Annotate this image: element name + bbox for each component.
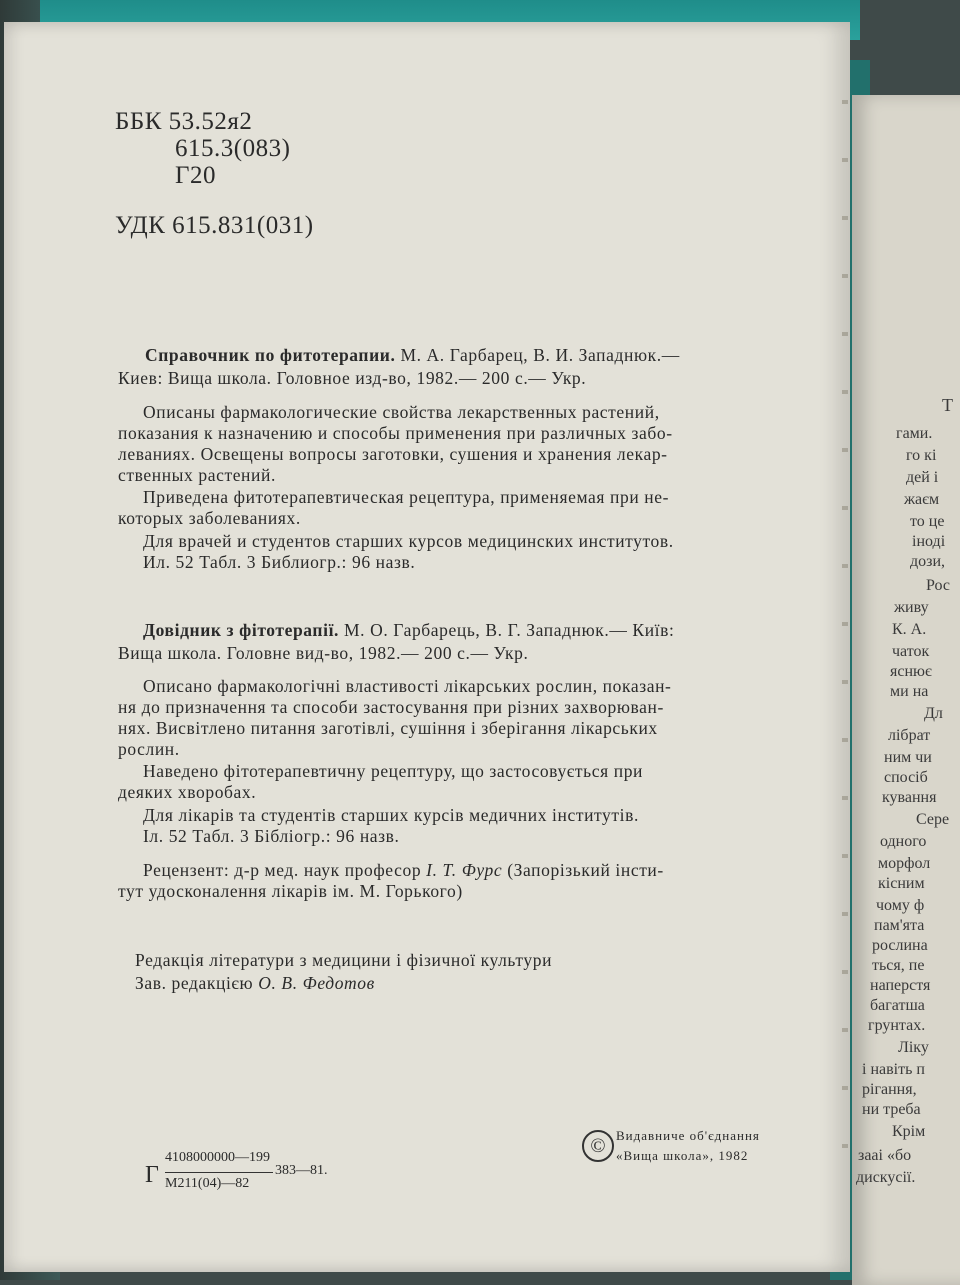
ru-annotation-line: Описаны фармакологические свойства лекарственных растений,: [143, 402, 660, 422]
uk-annotation-line: Іл. 52 Табл. 3 Бібліогр.: 96 назв.: [143, 826, 400, 846]
facing-page-text: кування: [882, 789, 937, 806]
bbk-code-line2: 615.3(083): [175, 135, 291, 162]
copyright-icon: ©: [582, 1130, 614, 1162]
editor-in-charge: [135, 973, 375, 994]
facing-page-text: пам'ята: [874, 917, 925, 934]
ru-annotation-line: леваниях. Освещены вопросы заготовки, сушения и хранения лекар-: [118, 444, 668, 464]
facing-page-text: чому ф: [876, 897, 925, 914]
facing-page-text: Сере: [916, 811, 950, 828]
ru-bibliographic-line2: Киев: Вища школа. Головное изд-во, 1982.— 200 с.— Укр.: [118, 368, 587, 388]
facing-page-text: одного: [880, 833, 927, 850]
facing-page-text: го кі: [906, 447, 937, 464]
reviewer-label: Рецензент: д-р мед. наук професор: [143, 860, 422, 880]
ru-bibliographic-line1: [145, 345, 680, 366]
facing-page-text: Дл: [924, 705, 943, 722]
uk-annotation-line: Для лікарів та студентів старших курсів медичних інститутів.: [143, 805, 639, 825]
facing-page-text: живу: [894, 599, 929, 616]
uk-annotation-line: рослин.: [118, 739, 180, 759]
uk-book-title: Довідник з фітотерапії.: [143, 620, 340, 640]
facing-page-text: лібрат: [888, 727, 931, 744]
uk-annotation-line: нях. Висвітлено питання заготівлі, сушіння і зберігання лікарських: [118, 718, 658, 738]
uk-annotation-line: деяких хворобах.: [118, 782, 257, 802]
facing-page-text: дози,: [910, 553, 946, 570]
uk-annotation-line: Описано фармакологічні властивості лікарських рослин, показан-: [143, 676, 672, 696]
facing-page-text: гами.: [896, 425, 933, 442]
ru-annotation-line: Ил. 52 Табл. 3 Библиогр.: 96 назв.: [143, 552, 416, 572]
uk-annotation-line: ня до призначення та способи застосування при різних захворюван-: [118, 697, 664, 717]
bbk-value: 53.52я2: [168, 108, 253, 135]
facing-page: [852, 95, 960, 1285]
editor-name: О. В. Федотов: [258, 973, 375, 993]
facing-page-text: спосіб: [884, 769, 928, 786]
binding-stitches: [842, 100, 848, 1200]
facing-page-text: дискусії.: [856, 1169, 916, 1186]
facing-page-text: рігання,: [862, 1081, 917, 1098]
index-numerator: 4108000000—199: [165, 1150, 270, 1165]
facing-page-text: жаєм: [904, 491, 940, 508]
facing-page-text: ним чи: [884, 749, 932, 766]
ru-annotation-line: показания к назначению и способы применения при различных забо-: [118, 423, 673, 443]
facing-page-text: і навіть п: [862, 1061, 925, 1078]
fraction-bar: [165, 1172, 273, 1173]
facing-page-text: Рос: [926, 577, 950, 594]
facing-page-text: Т: [942, 395, 953, 415]
reviewer-name: І. Т. Фурс: [426, 860, 503, 880]
reviewer-institution: (Запорізький інсти-: [507, 860, 664, 880]
facing-page-text: наперстя: [870, 977, 931, 994]
bbk-code-line3: Г20: [175, 162, 216, 189]
uk-annotation-line: Наведено фітотерапевтичну рецептуру, що застосовується при: [143, 761, 644, 781]
facing-page-text: то це: [910, 513, 945, 530]
facing-page-text: грунтах.: [868, 1017, 926, 1034]
editorial-office: Редакція літератури з медицини і фізичної культури: [135, 950, 553, 970]
reviewer-line1: [143, 860, 664, 881]
ru-annotation-line: Для врачей и студентов старших курсов медицинских институтов.: [143, 531, 674, 551]
facing-page-text: ми на: [890, 683, 929, 700]
uk-authors: М. О. Гарбарець, В. Г. Западнюк.— Київ:: [344, 620, 675, 640]
index-letter: Г: [145, 1162, 159, 1188]
facing-page-text: Ліку: [898, 1039, 929, 1056]
facing-page-text: кісним: [878, 875, 925, 892]
publisher-line2: «Вища школа», 1982: [616, 1148, 749, 1163]
facing-page-text: іноді: [912, 533, 946, 550]
facing-page-text: чаток: [892, 643, 930, 660]
facing-page-text: К. А.: [892, 621, 927, 638]
facing-page-text: зааі «бо: [858, 1147, 912, 1164]
ru-book-title: Справочник по фитотерапии.: [145, 345, 396, 365]
facing-page-text: дей і: [906, 469, 939, 486]
uk-bibliographic-line2: Вища школа. Головне вид-во, 1982.— 200 с.— Укр.: [118, 643, 529, 663]
publisher-line1: Видавниче об'єднання: [616, 1128, 760, 1143]
reviewer-line2: тут удосконалення лікарів ім. М. Горького): [118, 881, 463, 901]
bbk-label: ББК: [115, 108, 162, 135]
facing-page-text: Крім: [892, 1123, 926, 1140]
ru-annotation-line: которых заболеваниях.: [118, 508, 301, 528]
ru-authors: М. А. Гарбарец, В. И. Западнюк.—: [400, 345, 680, 365]
editor-label: Зав. редакцією: [135, 973, 254, 993]
facing-page-text: рослина: [872, 937, 928, 954]
ru-annotation-line: Приведена фитотерапевтическая рецептура, применяемая при не-: [143, 487, 670, 507]
uk-bibliographic-line1: [143, 620, 674, 641]
index-denominator: М211(04)—82: [165, 1176, 250, 1191]
facing-page-text: ни треба: [862, 1101, 921, 1118]
facing-page-text: багатша: [870, 997, 925, 1014]
facing-page-text: яснює: [890, 663, 932, 680]
ru-annotation-line: ственных растений.: [118, 465, 276, 485]
bbk-code: [115, 108, 252, 136]
facing-page-text: морфол: [878, 855, 931, 872]
facing-page-text: ться, пе: [872, 957, 925, 974]
udk-code: УДК 615.831(031): [115, 212, 314, 239]
index-suffix: 383—81.: [275, 1163, 328, 1178]
